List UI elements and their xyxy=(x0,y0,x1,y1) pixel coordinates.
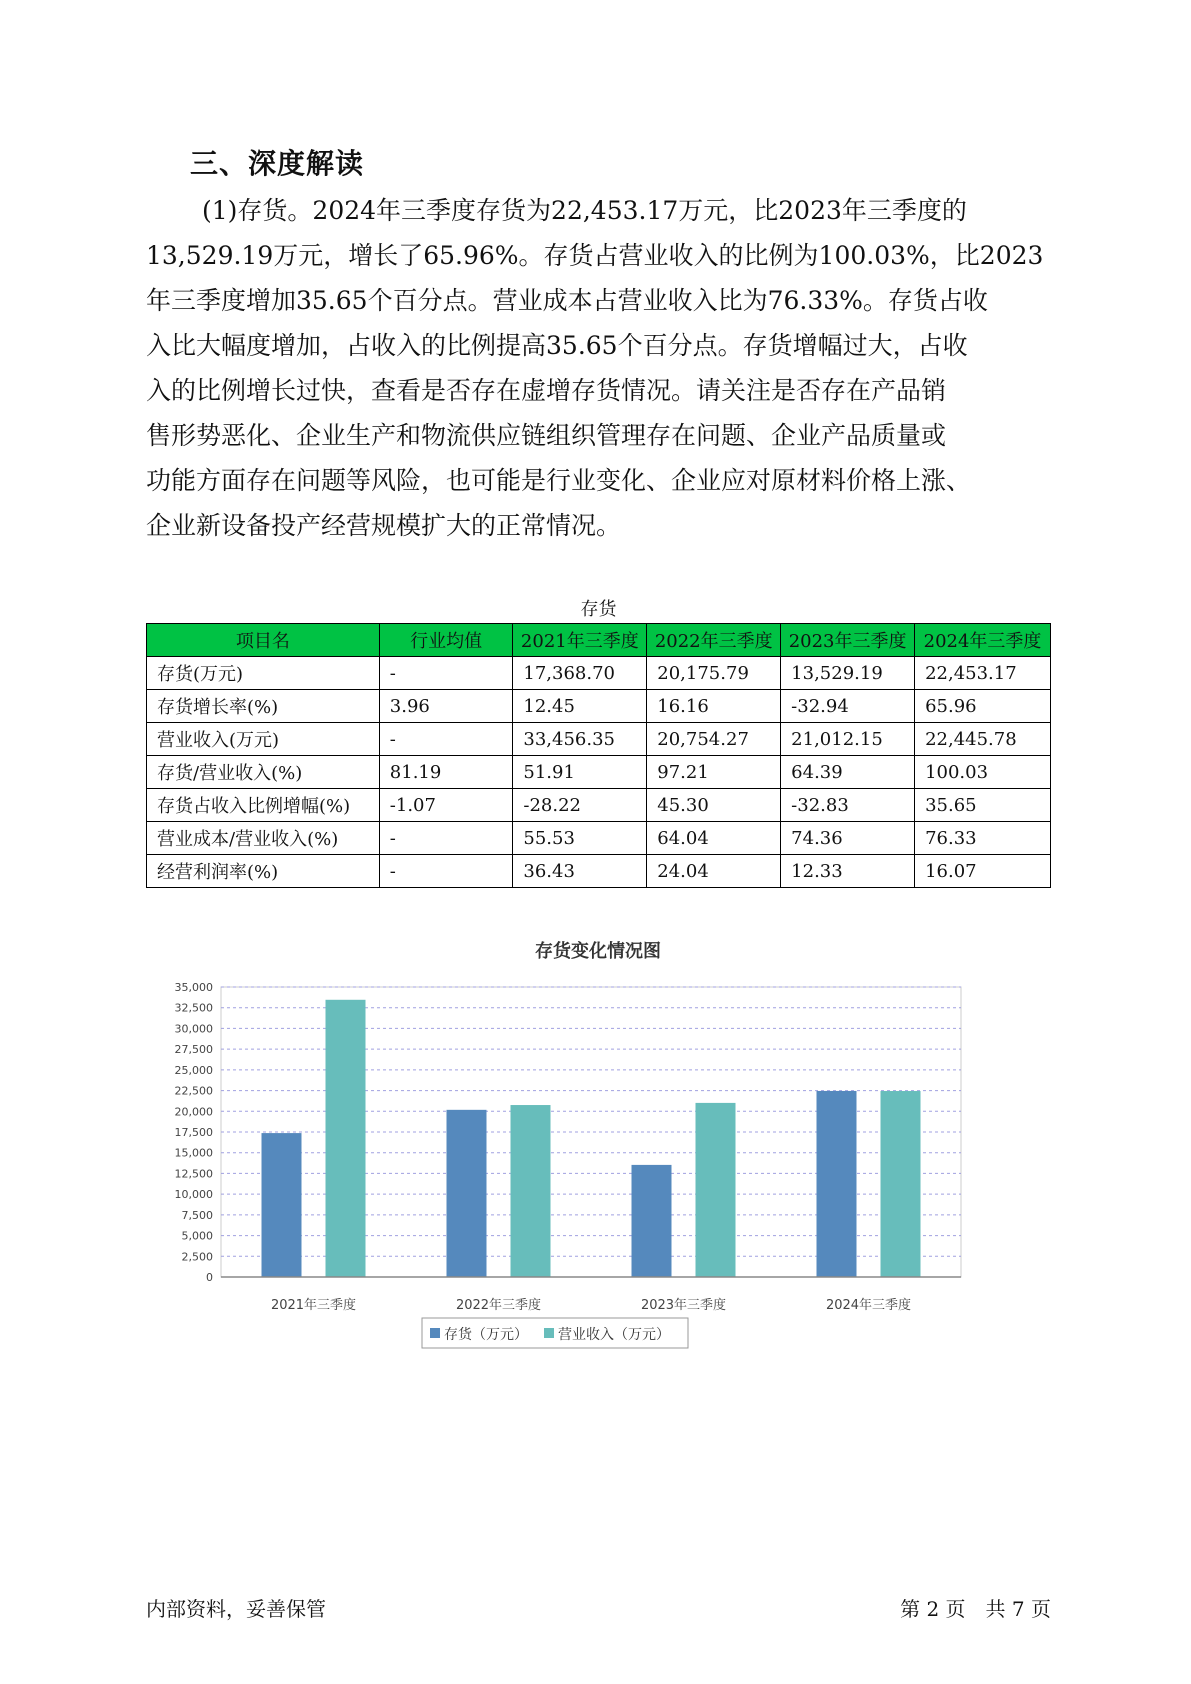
table-header-cell: 2022年三季度 xyxy=(647,624,781,657)
table-cell: 24.04 xyxy=(647,855,781,888)
y-tick-label: 5,000 xyxy=(181,1229,213,1243)
table-cell: 12.45 xyxy=(513,690,647,723)
y-tick-label: 2,500 xyxy=(181,1250,213,1264)
table-cell: - xyxy=(379,723,513,756)
bar-inventory xyxy=(817,1091,857,1277)
table-cell: 51.91 xyxy=(513,756,647,789)
table-cell: 33,456.35 xyxy=(513,723,647,756)
table-cell: -32.94 xyxy=(781,690,915,723)
bar-revenue xyxy=(326,1000,366,1277)
table-cell: 21,012.15 xyxy=(781,723,915,756)
paragraph-line: 年三季度增加35.65个百分点。营业成本占营业收入比为76.33%。存货占收 xyxy=(146,286,988,315)
table-cell: 20,175.79 xyxy=(647,657,781,690)
x-tick-label: 2022年三季度 xyxy=(455,1298,542,1313)
table-cell: 16.16 xyxy=(647,690,781,723)
legend-swatch xyxy=(430,1328,440,1338)
y-tick-label: 22,500 xyxy=(174,1084,213,1098)
table-cell: 55.53 xyxy=(513,822,647,855)
y-tick-label: 0 xyxy=(206,1271,213,1284)
paragraph-line: 售形势恶化、企业生产和物流供应链组织管理存在问题、企业产品质量或 xyxy=(146,421,947,450)
table-cell: -1.07 xyxy=(379,789,513,822)
table-header-cell: 项目名 xyxy=(147,624,380,657)
y-tick-label: 25,000 xyxy=(174,1063,213,1077)
table-cell: 36.43 xyxy=(513,855,647,888)
table-cell: 65.96 xyxy=(915,690,1051,723)
table-cell: 经营利润率(%) xyxy=(147,855,380,888)
table-row xyxy=(147,690,1051,723)
x-tick-label: 2023年三季度 xyxy=(640,1298,727,1313)
y-tick-label: 27,500 xyxy=(174,1043,213,1057)
footer-note: 内部资料，妥善保管 xyxy=(146,1597,326,1621)
legend-label: 营业收入（万元） xyxy=(558,1327,670,1343)
table-cell: 81.19 xyxy=(379,756,513,789)
table-header-cell: 2023年三季度 xyxy=(781,624,915,657)
y-tick-label: 7,500 xyxy=(181,1208,213,1222)
table-cell: 3.96 xyxy=(379,690,513,723)
x-tick-label: 2024年三季度 xyxy=(825,1298,912,1313)
inventory-table xyxy=(146,623,1051,888)
table-cell: 存货/营业收入(%) xyxy=(147,756,380,789)
table-cell: - xyxy=(379,855,513,888)
bar-inventory xyxy=(447,1110,487,1277)
paragraph-line: 入比大幅度增加，占收入的比例提高35.65个百分点。存货增幅过大，占收 xyxy=(146,331,968,360)
paragraph-line: 企业新设备投产经营规模扩大的正常情况。 xyxy=(146,511,622,540)
bar-revenue xyxy=(696,1103,736,1277)
table-cell: 76.33 xyxy=(915,822,1051,855)
paragraph-line: (1)存货。2024年三季度存货为22,453.17万元，比2023年三季度的 xyxy=(202,196,967,225)
bar-revenue xyxy=(881,1091,921,1277)
table-cell: 12.33 xyxy=(781,855,915,888)
paragraph-line: 功能方面存在问题等风险，也可能是行业变化、企业应对原材料价格上涨、 xyxy=(146,466,972,495)
y-tick-label: 30,000 xyxy=(174,1022,213,1036)
x-tick-label: 2021年三季度 xyxy=(270,1298,357,1313)
table-cell: 64.04 xyxy=(647,822,781,855)
table-header-cell: 2021年三季度 xyxy=(513,624,647,657)
table-row xyxy=(147,723,1051,756)
table-cell: 74.36 xyxy=(781,822,915,855)
table-cell: 16.07 xyxy=(915,855,1051,888)
y-tick-label: 35,000 xyxy=(174,981,213,994)
table-cell: 64.39 xyxy=(781,756,915,789)
inventory-bar-chart xyxy=(146,935,1051,1395)
y-tick-label: 12,500 xyxy=(174,1167,213,1181)
table-cell: 营业成本/营业收入(%) xyxy=(147,822,380,855)
table-cell: 22,445.78 xyxy=(915,723,1051,756)
table-cell: 97.21 xyxy=(647,756,781,789)
table-row xyxy=(147,657,1051,690)
table-cell: 35.65 xyxy=(915,789,1051,822)
paragraph-line: 入的比例增长过快，查看是否存在虚增存货情况。请关注是否存在产品销 xyxy=(146,376,947,405)
table-cell: 13,529.19 xyxy=(781,657,915,690)
table-cell: 20,754.27 xyxy=(647,723,781,756)
page-number: 第 2 页 共 7 页 xyxy=(900,1597,1051,1621)
table-cell: -32.83 xyxy=(781,789,915,822)
table-row xyxy=(147,822,1051,855)
y-tick-label: 20,000 xyxy=(174,1105,213,1119)
table-title: 存货 xyxy=(580,599,617,620)
table-row xyxy=(147,789,1051,822)
section-title: 三、深度解读 xyxy=(190,147,365,180)
table-cell: 营业收入(万元) xyxy=(147,723,380,756)
table-cell: - xyxy=(379,657,513,690)
table-cell: 22,453.17 xyxy=(915,657,1051,690)
legend-label: 存货（万元） xyxy=(444,1327,528,1343)
table-cell: 100.03 xyxy=(915,756,1051,789)
y-tick-label: 15,000 xyxy=(174,1146,213,1160)
table-cell: 存货(万元) xyxy=(147,657,380,690)
paragraph-line: 13,529.19万元，增长了65.96%。存货占营业收入的比例为100.03%，比2023 xyxy=(146,241,1044,270)
y-tick-label: 32,500 xyxy=(174,1001,213,1015)
table-cell: 存货增长率(%) xyxy=(147,690,380,723)
table-cell: 17,368.70 xyxy=(513,657,647,690)
y-tick-label: 10,000 xyxy=(174,1188,213,1202)
bar-inventory xyxy=(632,1165,672,1277)
table-row xyxy=(147,855,1051,888)
table-cell: 存货占收入比例增幅(%) xyxy=(147,789,380,822)
chart-title: 存货变化情况图 xyxy=(535,941,661,962)
paragraph-inventory xyxy=(146,188,1054,548)
y-tick-label: 17,500 xyxy=(174,1126,213,1139)
bar-revenue xyxy=(511,1105,551,1277)
table-header-cell: 行业均值 xyxy=(379,624,513,657)
table-cell: -28.22 xyxy=(513,789,647,822)
table-cell: 45.30 xyxy=(647,789,781,822)
table-header-row xyxy=(147,624,1051,657)
bar-inventory xyxy=(262,1133,302,1277)
legend-swatch xyxy=(544,1328,554,1338)
table-row xyxy=(147,756,1051,789)
table-cell: - xyxy=(379,822,513,855)
table-header-cell: 2024年三季度 xyxy=(915,624,1051,657)
